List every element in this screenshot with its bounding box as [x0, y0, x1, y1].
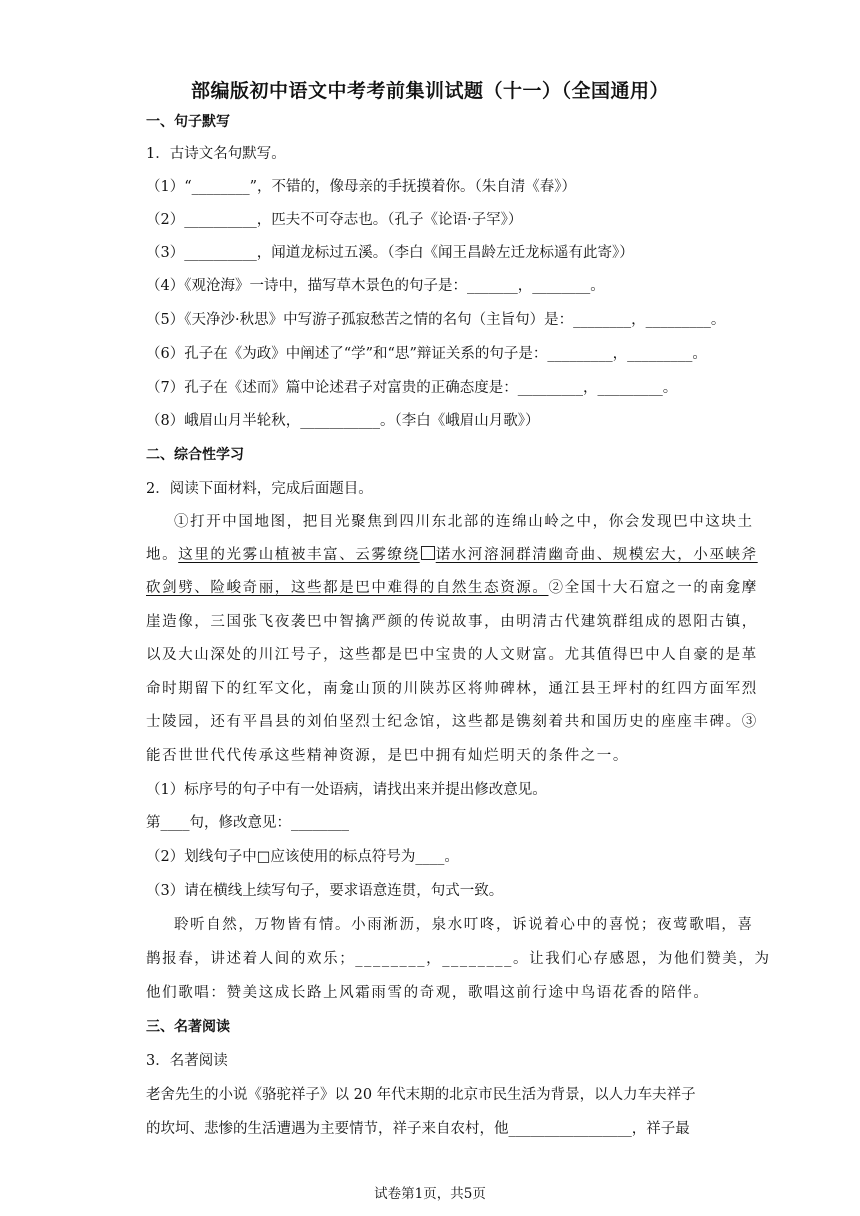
underlined-part-3: 砍剑劈、险峻奇丽，这些都是巴中难得的自然生态资源。 [146, 580, 549, 596]
question-1: 1．古诗文名句默写。 [146, 146, 286, 162]
para-line-2: 鹊报春，讲述着人间的欢乐；________，________。让我们心存感恩，为他们赞美，为 [146, 951, 771, 967]
q1-item-3: （3）__________，闻道龙标过五溪。（李白《闻王昌龄左迁龙标遥有此寄》） [146, 245, 634, 261]
q2-sub-3: （3）请在横线上续写句子，要求语意连贯，句式一致。 [146, 883, 504, 899]
question-2: 2．阅读下面材料，完成后面题目。 [146, 481, 373, 497]
passage-line-2 [146, 545, 758, 565]
q3-line-1: 老舍先生的小说《骆驼祥子》以 20 年代末期的北京市民生活为背景，以人力车夫祥子 [146, 1087, 696, 1103]
page-title: 部编版初中语文中考考前集训试题（十一）（全国通用） [190, 80, 669, 102]
passage-line-3 [146, 578, 758, 598]
question-3: 3．名著阅读 [146, 1053, 228, 1069]
passage-line-6: 命时期留下的红军文化，南龛山顶的川陕苏区将帅碑林，通江县王坪村的红四方面军烈 [146, 681, 758, 697]
para-line-1: 聆听自然，万物皆有情。小雨淅沥，泉水叮咚，诉说着心中的喜悦；夜莺歌唱，喜 [174, 917, 754, 933]
q1-item-6: （6）孔子在《为政》中阐述了“学”和“思”辩证关系的句子是：_________，_________。 [146, 346, 707, 362]
q1-item-5: （5）《天净沙·秋思》中写游子孤寂愁苦之情的名句（主旨句）是：________，_________。 [146, 312, 726, 328]
passage-text: ②全国十大石窟之一的南龛摩 [548, 580, 758, 596]
q2-sub-2: （2）划线句子中□应该使用的标点符号为____。 [146, 849, 459, 865]
q3-line-2: 的坎坷、悲惨的生活遭遇为主要情节，祥子来自农村，他_________________，祥子最 [146, 1121, 690, 1137]
passage-line-1: ①打开中国地图，把目光聚焦到四川东北部的连绵山岭之中，你会发现巴中这块土 [174, 514, 754, 530]
q2-sub-1-answer: 第____句，修改意见：________ [146, 815, 349, 831]
page-footer: 试卷第1页，共5页 [374, 1186, 486, 1202]
q1-item-4: （4）《观沧海》一诗中，描写草木景色的句子是：_______，________。 [146, 278, 605, 294]
passage-line-8: 能否世世代代传承这些精神资源，是巴中拥有灿烂明天的条件之一。 [146, 748, 629, 764]
q1-item-1: （1）“________”，不错的，像母亲的手抚摸着你。（朱自清《春》） [146, 179, 577, 195]
para-line-3: 他们歌唱：赞美这成长路上风霜雨雪的奇观，歌唱这前行途中鸟语花香的陪伴。 [146, 985, 710, 1001]
q1-item-8: （8）峨眉山月半轮秋，___________。（李白《峨眉山月歌》） [146, 413, 540, 429]
section-1-heading: 一、句子默写 [146, 114, 230, 130]
passage-line-7: 士陵园，还有平昌县的刘伯坚烈士纪念馆，这些都是镌刻着共和国历史的座座丰碑。③ [146, 714, 758, 730]
q1-item-7: （7）孔子在《述而》篇中论述君子对富贵的正确态度是：_________，_________。 [146, 380, 678, 396]
q1-item-2: （2）__________，匹夫不可夺志也。（孔子《论语·子罕》） [146, 212, 523, 228]
underlined-sentence [178, 547, 758, 563]
passage-line-5: 以及大山深处的川江号子，这些都是巴中宝贵的人文财富。尤其值得巴中人自豪的是革 [146, 647, 758, 663]
passage-line-4: 崖造像，三国张飞夜袭巴中智擒严颜的传说故事，由明清古代建筑群组成的恩阳古镇， [146, 614, 758, 630]
underlined-part-1: 这里的光雾山植被丰富、云雾缭绕 [178, 547, 420, 563]
passage-text: 地。 [146, 547, 179, 563]
blank-punctuation-box [421, 546, 435, 560]
section-2-heading: 二、综合性学习 [146, 447, 244, 463]
section-3-heading: 三、名著阅读 [146, 1019, 230, 1035]
q2-sub-1: （1）标序号的句子中有一处语病，请找出来并提出修改意见。 [146, 782, 547, 798]
underlined-part-2: 诺水河溶洞群清幽奇曲、规模宏大，小巫峡斧 [435, 547, 758, 563]
